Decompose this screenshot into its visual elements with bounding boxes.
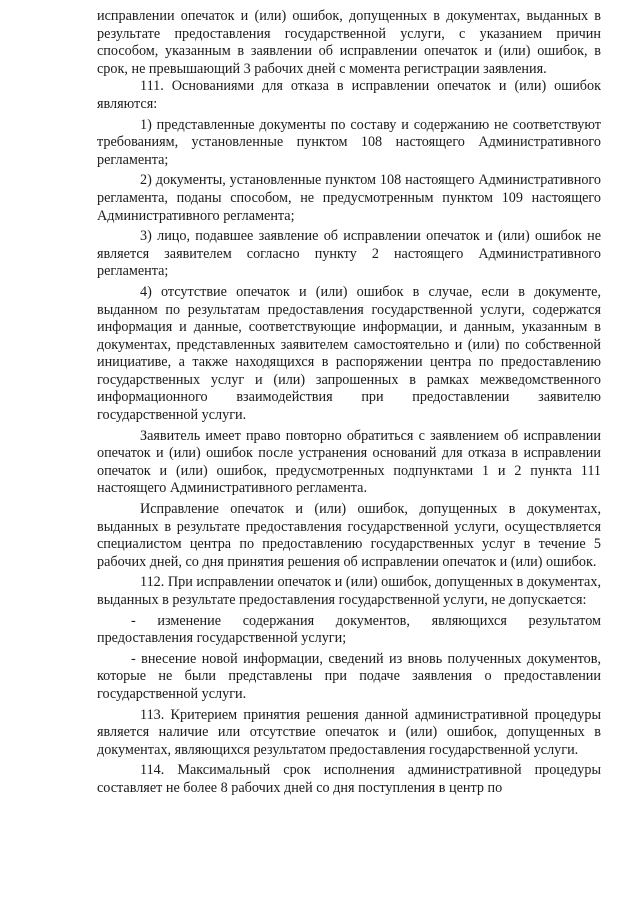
paragraph-113: 113. Критерием принятия решения данной административной процедуры является наличие или отсутствие опечаток и (или) ошибок, допущенных в документах, являющихся результатом предоставления государственной услуги. [97, 706, 601, 758]
document-body [97, 8, 601, 798]
paragraph-111-item-4: 4) отсутствие опечаток и (или) ошибок в случае, если в документе, выданном по результатам предоставления государственной услуги, содержатся информация и данные, соответствующие информации, и данным, указанным в документах, представленных заявителем самостоятельно и (или) по собственной инициативе, а также находящихся в распоряжении центра по предоставлению государственных услуг и (или) запрошенных в рамках межведомственного информационного взаимодействия при предоставлении заявителю государственной услуги. [97, 283, 601, 424]
paragraph-continuation: исправлении опечаток и (или) ошибок, допущенных в документах, выданных в результате предоставления государственной услуги, с указанием причин способом, указанным в заявлении об исправлении опечаток и (или) ошибок, в срок, не превышающий 3 рабочих дней с момента регистрации заявления. [97, 8, 601, 77]
paragraph-111-item-1: 1) представленные документы по составу и содержанию не соответствуют требованиям, установленные пунктом 108 настоящего Административного регламента; [97, 116, 601, 168]
paragraph-applicant-right: Заявитель имеет право повторно обратиться с заявлением об исправлении опечаток и (или) ошибок после устранения оснований для отказа в исправлении опечаток и (или) ошибок, предусмотренных подпунктами 1 и 2 пункта 111 настоящего Административного регламента. [97, 427, 601, 497]
paragraph-111-item-3: 3) лицо, подавшее заявление об исправлении опечаток и (или) ошибок не является заявителем согласно пункту 2 настоящего Административного регламента; [97, 228, 601, 280]
paragraph-112-dash-2: - внесение новой информации, сведений из вновь полученных документов, которые не были представлены при подаче заявления о предоставлении государственной услуги. [97, 650, 601, 702]
paragraph-114: 114. Максимальный срок исполнения административной процедуры составляет не более 8 рабочих дней со дня поступления в центр по [97, 762, 601, 796]
paragraph-112: 112. При исправлении опечаток и (или) ошибок, допущенных в документах, выданных в результате предоставления государственной услуги, не допускается: [97, 574, 601, 608]
paragraph-111: 111. Основаниями для отказа в исправлении опечаток и (или) ошибок являются: [97, 78, 601, 112]
paragraph-correction-term: Исправление опечаток и (или) ошибок, допущенных в документах, выданных в результате предоставления государственной услуги, осуществляется специалистом центра по предоставлению государственных услуг в течение 5 рабочих дней, со дня принятия решения об исправлении опечаток и (или) ошибок. [97, 501, 601, 570]
paragraph-112-dash-1: - изменение содержания документов, являющихся результатом предоставления государственной услуги; [97, 612, 601, 647]
paragraph-111-item-2: 2) документы, установленные пунктом 108 настоящего Административного регламента, поданы способом, не предусмотренным пунктом 109 настоящего Административного регламента; [97, 172, 601, 224]
